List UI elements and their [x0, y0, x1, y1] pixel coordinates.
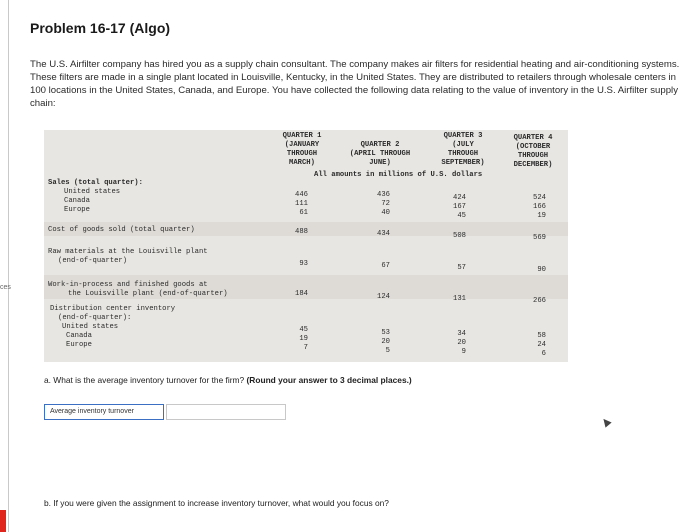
header-q3-line1: QUARTER 3 [443, 132, 483, 140]
sales-value: 166 [533, 203, 546, 211]
sales-value: 45 [457, 212, 466, 220]
dist-value: 45 [299, 326, 308, 334]
sales-value: 19 [537, 212, 546, 220]
question-a-text: a. What is the average inventory turnover for the firm? [44, 375, 247, 385]
header-q3-line3: THROUGH [447, 150, 479, 158]
cogs-value: 434 [377, 230, 390, 238]
wip-label: Work-in-process and finished goods at [48, 281, 208, 289]
cogs-value: 569 [533, 234, 546, 242]
header-q4-line2: (OCTOBER [515, 143, 551, 151]
raw-materials-value: 67 [381, 262, 390, 270]
dist-label: Distribution center inventory [50, 305, 176, 313]
dist-row-label: United states [62, 323, 119, 331]
dist-value: 34 [457, 330, 466, 338]
question-b: b. If you were given the assignment to increase inventory turnover, what would you focus on? [44, 498, 389, 508]
problem-title: Problem 16-17 (Algo) [30, 20, 171, 36]
sales-row-label: Canada [64, 197, 90, 205]
dist-sublabel: (end-of-quarter): [58, 314, 132, 322]
sales-value: 72 [381, 200, 390, 208]
header-q1 [272, 132, 332, 168]
dist-value: 6 [541, 350, 546, 358]
header-q1-line3: THROUGH [286, 150, 318, 158]
question-a [44, 375, 412, 385]
units-note: All amounts in millions of U.S. dollars [314, 171, 483, 179]
raw-materials-value: 90 [537, 266, 546, 274]
dist-row-label: Europe [66, 341, 92, 349]
sales-value: 436 [377, 191, 390, 199]
answer-label-cell [44, 404, 164, 420]
side-clipped-text: ces [0, 284, 11, 291]
mouse-cursor-icon [600, 416, 611, 427]
header-q2-line2: (APRIL THROUGH [349, 150, 411, 158]
dist-value: 24 [537, 341, 546, 349]
dist-value: 53 [381, 329, 390, 337]
header-q4-line4: DECEMBER) [513, 161, 553, 169]
cogs-value: 508 [453, 232, 466, 240]
wip-value: 131 [453, 295, 466, 303]
raw-materials-value: 93 [299, 260, 308, 268]
header-q1-line4: MARCH) [289, 159, 315, 167]
cogs-value: 488 [295, 228, 308, 236]
dist-value: 20 [381, 338, 390, 346]
answer-label: Average inventory turnover [50, 408, 134, 415]
inventory-data-table [44, 130, 568, 362]
sales-value: 167 [453, 203, 466, 211]
sales-value: 446 [295, 191, 308, 199]
sales-value: 111 [295, 200, 308, 208]
question-a-instruction: (Round your answer to 3 decimal places.) [246, 375, 412, 385]
wip-sublabel: the Louisville plant (end-of-quarter) [68, 290, 228, 298]
header-q1-line2: (JANUARY [284, 141, 320, 149]
header-q2 [340, 141, 420, 168]
wip-value: 124 [377, 293, 390, 301]
header-q3 [428, 132, 498, 168]
dist-value: 58 [537, 332, 546, 340]
sales-value: 424 [453, 194, 466, 202]
header-q4-line3: THROUGH [517, 152, 549, 160]
header-q3-line4: SEPTEMBER) [441, 159, 485, 167]
sales-row-label: United states [64, 188, 121, 196]
dist-value: 19 [299, 335, 308, 343]
dist-value: 20 [457, 339, 466, 347]
progress-marker [0, 510, 6, 532]
dist-value: 7 [303, 344, 308, 352]
dist-row-label: Canada [66, 332, 92, 340]
header-q1-line1: QUARTER 1 [282, 132, 322, 140]
sales-value: 40 [381, 209, 390, 217]
sales-value: 61 [299, 209, 308, 217]
left-divider [8, 0, 9, 532]
raw-materials-sublabel: (end-of-quarter) [58, 257, 128, 265]
header-q3-line2: (JULY [452, 141, 474, 149]
raw-materials-value: 57 [457, 264, 466, 272]
sales-value: 524 [533, 194, 546, 202]
average-inventory-turnover-input[interactable] [166, 404, 286, 420]
dist-value: 9 [461, 348, 466, 356]
sales-row-label: Europe [64, 206, 90, 214]
dist-value: 5 [385, 347, 390, 355]
raw-materials-label: Raw materials at the Louisville plant [48, 248, 208, 256]
sales-label: Sales (total quarter): [48, 179, 143, 187]
wip-value: 266 [533, 297, 546, 305]
header-q2-line1: QUARTER 2 [360, 141, 400, 149]
header-q4-line1: QUARTER 4 [513, 134, 553, 142]
cogs-label: Cost of goods sold (total quarter) [48, 226, 195, 234]
wip-value: 184 [295, 290, 308, 298]
header-q2-line3: JUNE) [369, 159, 391, 167]
header-q4 [502, 134, 564, 170]
problem-intro: The U.S. Airfilter company has hired you as a supply chain consultant. The company makes air filters for residential heating and air-conditioning systems. These filters are made in a single plant located in Louisville, Kentucky, in the United States. They are distributed to retailers through wholesale centers in 100 locations in the United States, Canada, and Europe. You have collected the following data relating to the value of inventory in the U.S. Airfilter supply chain: [30, 59, 680, 109]
